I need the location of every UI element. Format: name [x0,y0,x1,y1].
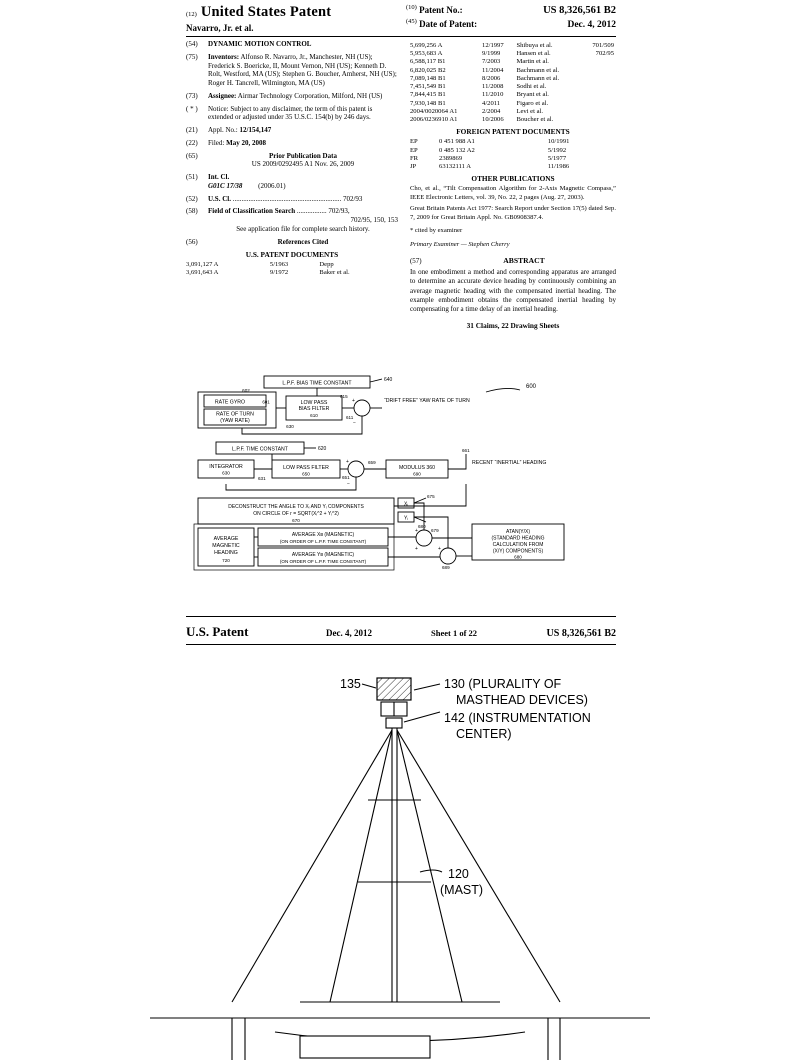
fig6-plus-611: + [352,398,355,404]
fig6-ref-630b: 630 [286,424,294,429]
fig6-ref-610: 610 [310,413,318,418]
us-patent-documents-head: U.S. PATENT DOCUMENTS [245,250,339,260]
doc-number: 63132111 A [439,163,471,171]
applicant-name: Navarro, Jr. et al. [186,23,254,33]
doc-number: 0 485 132 A2 [439,146,475,154]
fig1-ref-142-line2: CENTER) [456,727,512,741]
fig6-drift-free-label: “DRIFT FREE” YAW RATE OF TURN [384,398,470,404]
doc-name: Depp [319,261,334,269]
fig6-ref-680: 680 [418,524,426,529]
fig6-integrator-label: INTEGRATOR [209,464,243,470]
sheet-number: Sheet 1 of 22 [431,628,478,638]
svg-text:+: + [438,546,441,552]
field-56-references [186,238,398,247]
doc-class [582,58,616,66]
doc-name: Shibuya et al. [516,42,553,49]
prior-pub-value: US 2009/0292495 A1 Nov. 26, 2009 [251,160,355,169]
field-51-int-cl [186,173,398,191]
assignee-label: Assignee: [208,91,237,100]
doc-name: Hansen et al. [516,50,551,58]
fig6-ref-631: 631 [258,476,266,481]
doc-number: 6,820,025 B2 [409,66,446,74]
assignee-value: Airmar Technology Corporation, Milford, NH (US) [237,91,383,100]
doc-name: Bachmann et al. [516,66,560,74]
doc-number: 7,844,415 B1 [409,91,446,99]
fig6-lpbf-label1: LOW PASS [300,400,328,406]
fig6-atan-label2: (STANDARD HEADING [491,535,545,542]
date-of-patent-value: Dec. 4, 2012 [567,20,616,30]
front-right-column [406,40,616,330]
prior-pub-head: Prior Publication Data [269,151,337,160]
doc-date: 5/1977 [547,154,567,162]
field-56-num: (56) [186,237,198,246]
fig6-avg-mag-label3: HEADING [214,550,238,556]
search-label: Field of Classification Search [208,207,296,216]
abstract-head: ABSTRACT [503,255,545,265]
filed-value: May 20, 2008 [226,138,266,147]
fig6-lpf-bias-label: L.P.F. BIAS TIME CONSTANT [282,380,352,387]
doc-date: 2/2004 [482,107,501,115]
field-52-num: (52) [186,194,198,203]
search-value: 702/93, [328,207,350,216]
doc-number: 2006/0236910 A1 [409,116,458,124]
field-75-num: (75) [186,52,198,61]
doc-number: 2004/0020064 A1 [409,107,458,115]
foreign-documents-head: FOREIGN PATENT DOCUMENTS [456,127,570,137]
svg-text:+: + [415,546,418,552]
field-notice [186,105,398,123]
field-22-num: (22) [186,138,198,147]
table-row [410,75,616,83]
filed-label: Filed: [208,138,225,147]
fig6-avg-ym-label2: (ON ORDER OF L.P.F. TIME CONSTANT) [279,559,367,564]
header-divider [186,36,616,37]
doc-country: JP [409,163,417,171]
doc-date: 9/1999 [482,50,501,58]
fig6-ref-615: 615 [340,394,348,399]
fig6-y-label: Yᵢ [403,515,409,522]
abstract-text: In one embodiment a method and corresponding apparatus are arranged to determine an accurate device heading by continuously combining an average magnetic heading with the compensated inertial heading. The example embodiment obtains the compensated inertial heading by compensating for a time delay of an inertial heading. [409,267,616,314]
field-65-prior-pub [186,152,398,170]
abstract-num: (57) [409,256,422,265]
fig6-rate-of-turn-label2: (YAW RATE) [220,418,250,424]
field-code-45: (45) [406,18,417,25]
references-head: References Cited [277,237,329,246]
doc-class: 702/95 [595,50,614,58]
field-58-num: (58) [186,207,198,216]
fig6-avg-mag-label1: AVERAGE [213,536,239,542]
doc-country: EP [409,138,418,146]
fig6-ref-675: 675 [427,494,435,499]
svg-text:+: + [415,528,418,534]
invention-title: DYNAMIC MOTION CONTROL [208,40,312,48]
doc-name: Bachmann et al. [516,74,560,82]
svg-text:+: + [346,459,349,465]
doc-class [582,116,616,124]
doc-date: 12/1997 [482,42,504,49]
doc-date: 11/2004 [482,66,504,74]
field-51-num: (51) [186,173,198,181]
doc-name: Levi et al. [516,107,543,115]
figure-6-block-diagram [186,372,616,612]
doc-number: 2389869 [439,154,463,162]
sheet-us-patent: U.S. Patent [186,624,249,639]
table-row [410,108,616,116]
page-title: United States Patent [200,4,332,20]
doc-number: 5,953,683 A [409,50,443,58]
inventors-label: Inventors: [208,52,240,61]
fig6-ref-600: 600 [526,384,537,390]
field-notice-num: ( * ) [186,104,198,113]
fig6-ref-630: 630 [222,470,230,476]
sheet-header-rule [186,644,616,645]
fig6-ref-670: 670 [292,518,300,523]
search-value2: 702/95, 150, 153 [350,216,398,224]
doc-number: 7,930,148 B1 [409,99,446,107]
patent-no-value: US 8,326,561 B2 [543,5,616,16]
abstract-head-row [410,256,616,265]
fig1-ref-130-line2: MASTHEAD DEVICES) [456,693,588,707]
sheet-date: Dec. 4, 2012 [326,628,372,638]
fig6-avg-xm-label1: AVERAGE Xʙ (MAGNETIC) [291,532,355,538]
fig1-ref-130-line1: 130 (PLURALITY OF [444,677,562,691]
doc-number: 3,091,127 A [186,261,219,269]
fig1-ref-120-line2: (MAST) [440,883,484,897]
int-cl-year: (2006.01) [258,181,286,190]
table-row [410,138,616,146]
doc-date: 7/2003 [482,58,501,66]
doc-name: Figaro et al. [516,99,549,107]
field-22-filed [186,139,398,148]
doc-date: 5/1963 [269,261,289,269]
us-cl-label: U.S. Cl. [208,194,231,203]
date-of-patent-label: Date of Patent: [419,19,478,29]
us-cl-dots: .............................................................. [230,194,343,203]
doc-class [582,67,616,75]
table-row [410,67,616,75]
table-row [410,91,616,99]
table-row [186,261,398,269]
doc-name: Boucher et al. [516,116,554,124]
fig6-ref-651: 651 [342,475,350,480]
fig6-modulus-label: MODULUS 360 [398,465,436,471]
other-publications-list [410,185,616,222]
fig6-x-label: Xᵢ [403,501,409,508]
search-note: See application file for complete search history. [236,224,370,233]
fig6-ref-720: 720 [222,558,230,563]
doc-name: Baker et al. [319,269,350,277]
doc-class [582,83,616,91]
fig6-deconstruct-label1: DECONSTRUCT THE ANGLE TO Xᵢ AND Yᵢ COMPONENTS [228,504,364,510]
doc-country: EP [409,146,418,154]
foreign-documents [410,138,616,171]
field-54-title [186,40,398,49]
fig6-lpf-time-constant-label: L.P.F. TIME CONSTANT [232,446,288,453]
doc-country: FR [409,154,419,162]
doc-class [582,75,616,83]
doc-date: 10/1991 [547,138,570,146]
doc-date: 9/1972 [269,269,289,277]
other-publication-item: Cho, et al., “Tilt Compensation Algorithm for 2-Axis Magnetic Compass,” IEEE Electronic Letters, vol. 39, No. 22, 2 pages (Aug. 27, 2003). [409,185,616,201]
patent-front-page [186,0,616,330]
doc-number: 7,451,549 B1 [409,83,446,91]
field-58-search [186,207,398,233]
fig6-avg-ym-label1: AVERAGE Yʙ (MAGNETIC) [291,552,355,558]
doc-class [582,91,616,99]
doc-class: 701/509 [592,42,614,49]
fig6-deconstruct-label2: ON CIRCLE OF r = SQRT(Xᵢ^2 + Yᵢ^2) [253,511,339,517]
fig6-ref-620: 620 [318,446,327,452]
field-73-num: (73) [186,91,198,100]
fig1-ref-142-line1: 142 (INSTRUMENTATION [444,711,591,725]
fig6-ref-602: 602 [242,388,250,393]
int-cl-label: Int. Cl. [208,173,230,181]
doc-name: Sodhi et al. [516,83,547,91]
field-21-num: (21) [186,126,198,134]
table-row [410,58,616,66]
field-52-us-cl [186,195,398,204]
field-54-num: (54) [186,40,198,48]
doc-number: 3,691,643 A [186,269,219,277]
search-dots: ................. [295,207,329,216]
field-65-num: (65) [186,151,198,160]
inventors-value: Alfonso R. Navarro, Jr., Manchester, NH (US); Frederick S. Boericke, II, Mount Vernon, NH (US); Kenneth D. Rolt, Westford, MA (US); Stephen G. Boucher, Amherst, NH (US); Roger H. Tancrell, Wilmington, MA (US) [208,52,397,87]
fig6-ref-659: 659 [368,460,376,465]
other-publications-head: OTHER PUBLICATIONS [471,174,555,184]
fig6-atan-label3: CALCULATION FROM [492,542,544,548]
fig6-ref-661: 661 [462,448,470,453]
field-code-10: (10) [406,4,417,11]
us-patent-documents-right [410,42,616,124]
front-columns [186,40,616,330]
sheet-header [186,624,616,640]
fig6-ref-611: 611 [346,415,354,420]
primary-examiner: Primary Examiner — Stephen Cherry [409,241,510,249]
doc-number: 0 451 988 A1 [439,138,475,146]
patent-no-label: Patent No.: [419,5,463,15]
fig1-ref-135: 135 [340,677,361,691]
fig6-ref-650: 650 [302,471,310,477]
fig6-rate-gyro-label: RATE GYRO [214,399,246,406]
claims-sheets-line: 31 Claims, 22 Drawing Sheets [466,320,560,330]
doc-date: 11/2010 [482,91,504,99]
doc-name: Martin et al. [516,58,549,66]
notice-label: Notice: [208,104,229,113]
doc-number: 6,588,117 B1 [409,58,446,66]
doc-class [582,100,616,108]
patent-header [186,0,616,33]
svg-text:−: − [347,481,350,487]
patent-header-right [406,4,616,30]
table-row [410,116,616,124]
fig6-ref-601: 601 [262,399,270,405]
doc-date: 4/2011 [482,99,501,107]
fig6-atan-label4: (X/Y) COMPONENTS) [492,548,544,555]
doc-name: Bryant et al. [516,91,549,99]
int-cl-value: G01C 17/38 [208,181,243,190]
fig6-ref-689: 689 [442,565,450,570]
table-row [410,155,616,163]
field-21-appl-no [186,126,398,135]
fig6-lpf-label: LOW PASS FILTER [283,465,329,471]
fig6-rate-of-turn-label: RATE OF TURN [216,411,254,418]
field-73-assignee [186,92,398,101]
doc-date: 11/2008 [482,83,504,91]
table-row [410,163,616,171]
table-row [410,83,616,91]
notice-value: Subject to any disclaimer, the term of this patent is extended or adjusted under 35 U.S.C. 154(b) by 246 days. [208,104,373,122]
doc-date: 10/2006 [482,116,504,124]
sheet-separator [186,616,616,617]
fig6-lpbf-label2: BIAS FILTER [298,406,330,412]
doc-date: 5/1992 [547,146,567,154]
appl-no-value: 12/154,147 [239,126,272,134]
patent-header-left [186,4,406,33]
table-row [186,269,398,277]
us-cl-value: 702/93 [342,194,363,203]
fig6-minus-611: − [353,420,356,426]
other-publication-item: Great Britain Patents Act 1977: Search Report under Section 17(5) dated Sep. 7, 2009 for Great Britain Appl. No. GB0908387.4. [409,205,616,221]
fig6-atan-label1: ATAN(Y/X) [506,529,530,535]
table-row [410,100,616,108]
field-75-inventors [186,53,398,88]
cited-by-examiner: * cited by examiner [409,226,463,234]
appl-no-label: Appl. No.: [208,126,238,134]
doc-number: 5,699,256 A [409,42,443,49]
doc-number: 7,089,148 B1 [409,74,446,82]
field-code-12: (12) [186,11,197,18]
doc-date: 11/1986 [547,163,570,171]
fig6-ref-680b: 680 [514,554,522,560]
fig6-ref-640: 640 [384,377,393,383]
fig6-ref-679: 679 [431,528,439,533]
fig6-recent-inertial-label: RECENT “INERTIAL” HEADING [472,460,547,466]
fig6-avg-mag-label2: MAGNETIC [212,543,240,549]
front-left-column [186,40,406,330]
us-patent-documents-left [186,261,398,277]
doc-date: 8/2006 [482,74,501,82]
table-row [410,42,616,50]
doc-class [582,108,616,116]
fig1-ref-120-line1: 120 [448,867,469,881]
fig6-ref-690: 690 [413,471,421,477]
figure-1-drawing [0,650,800,1060]
sheet-patent-no: US 8,326,561 B2 [546,628,616,639]
table-row [410,50,616,58]
fig6-avg-xm-label2: (ON ORDER OF L.P.F. TIME CONSTANT) [279,539,367,544]
table-row [410,147,616,155]
